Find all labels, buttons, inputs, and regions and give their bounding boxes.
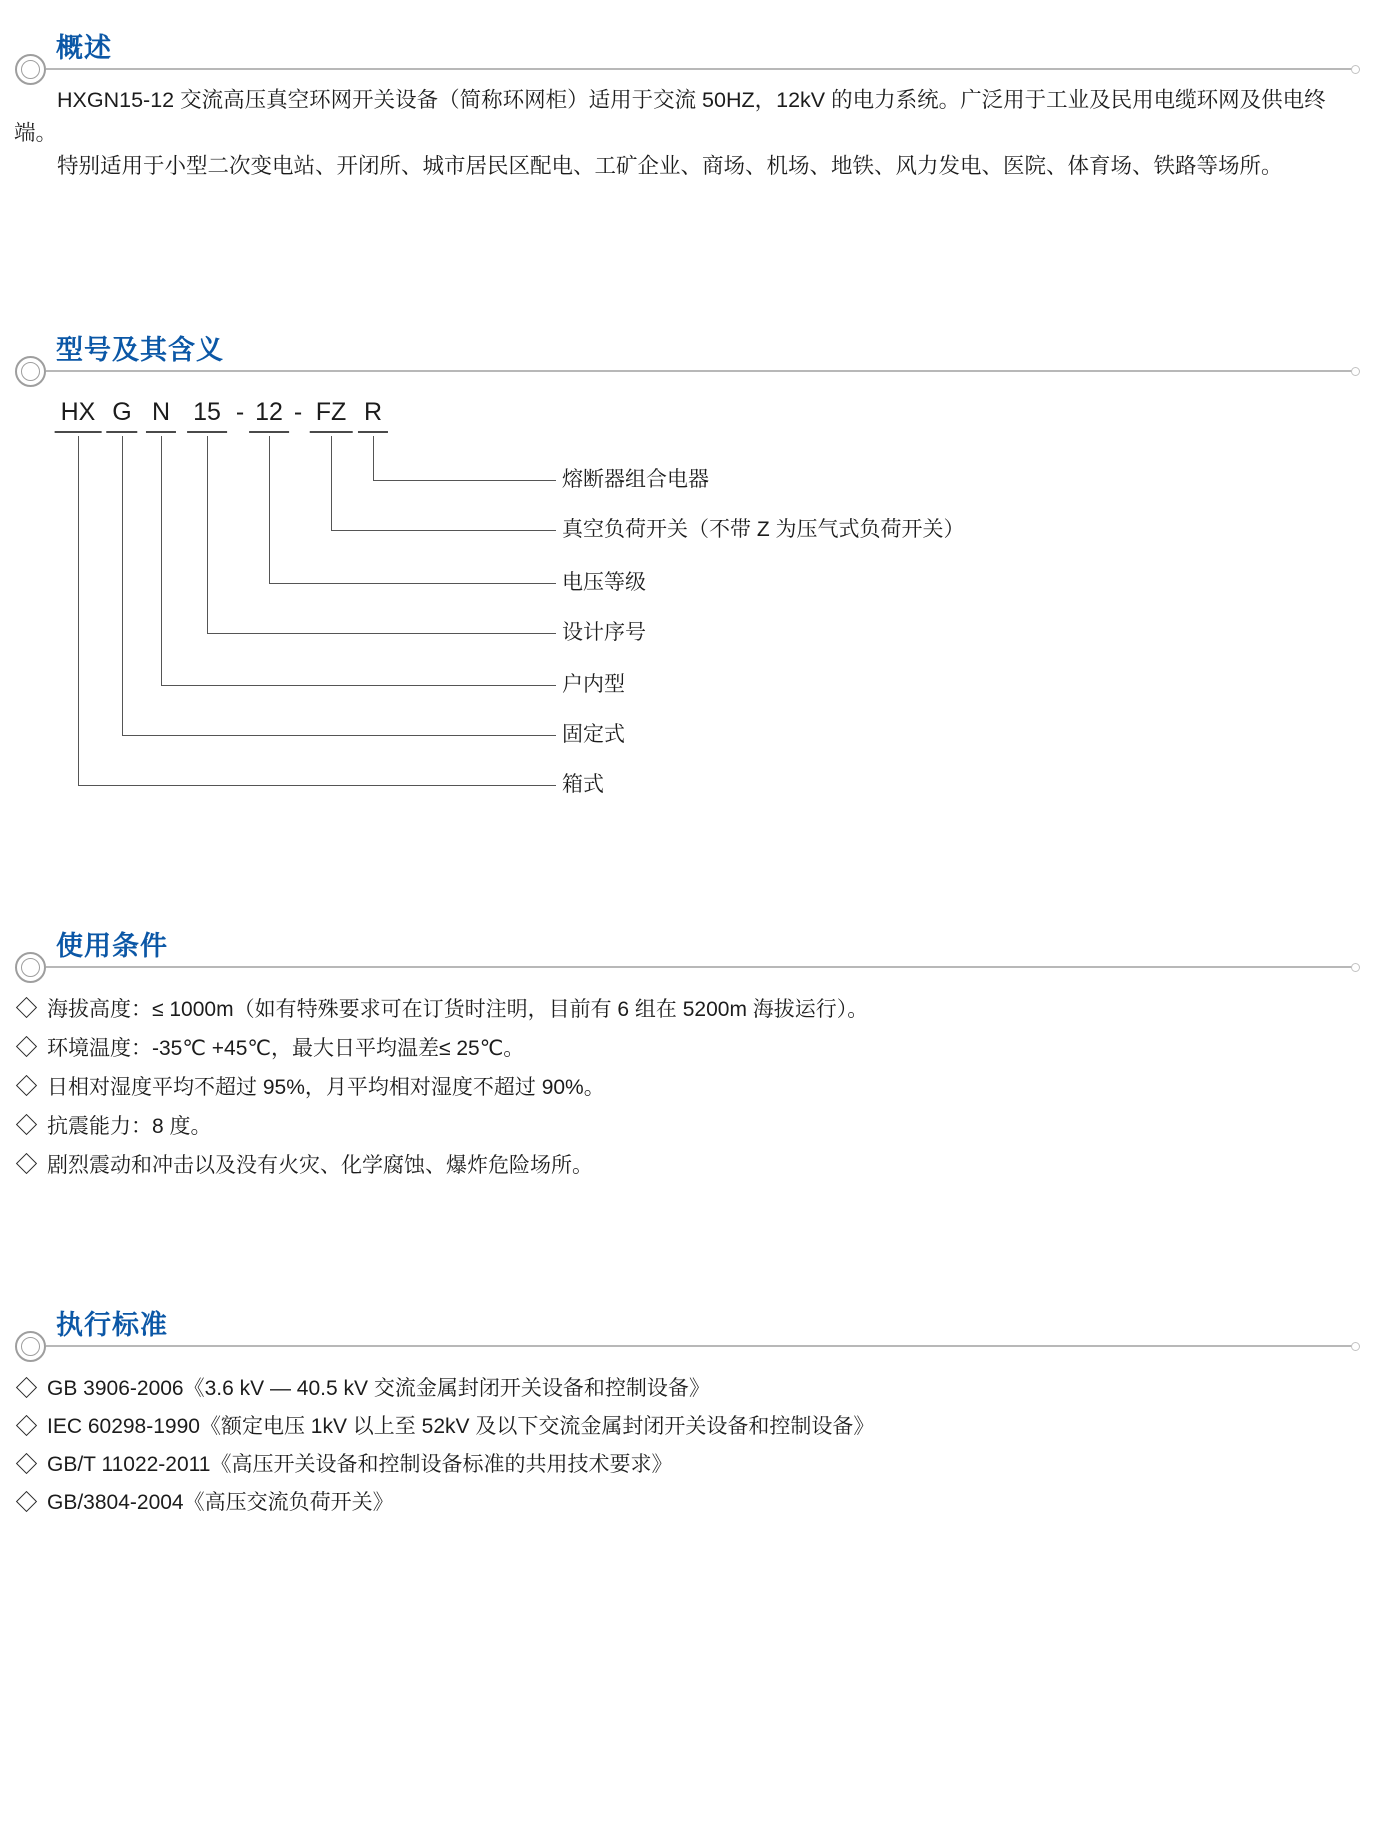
model-branch-label: 户内型	[562, 673, 625, 696]
model-token-dash: -	[235, 398, 245, 426]
list-item-text: 日相对湿度平均不超过 95%，月平均相对湿度不超过 90%。	[47, 1075, 605, 1099]
small-circle-icon	[1351, 963, 1360, 972]
list-item	[14, 1482, 1360, 1520]
list-item-text: GB 3906-2006《3.6 kV — 40.5 kV 交流金属封闭开关设备和控制设备》	[47, 1377, 710, 1400]
list-item	[14, 1368, 1360, 1406]
double-ring-circle-icon	[15, 1331, 46, 1362]
small-circle-icon	[1351, 65, 1360, 74]
diamond-bullet-icon	[16, 1114, 37, 1135]
section-title-model: 型号及其含义	[56, 335, 224, 365]
model-token: FZ	[310, 399, 353, 433]
model-branch-label: 固定式	[562, 723, 625, 746]
section-rule	[46, 370, 1357, 372]
model-token: G	[106, 399, 137, 433]
standards-list	[14, 1368, 1360, 1520]
list-item	[14, 1027, 1360, 1066]
section-title-standards: 执行标准	[56, 1310, 168, 1340]
diamond-bullet-icon	[16, 997, 37, 1018]
section-title-conditions: 使用条件	[56, 931, 168, 961]
list-item-text: 抗震能力：8 度。	[47, 1114, 212, 1138]
list-item-text: 海拔高度：≤ 1000m（如有特殊要求可在订货时注明，目前有 6 组在 5200m 海拔运行）。	[47, 997, 869, 1021]
double-ring-circle-icon	[15, 54, 46, 85]
section-rule	[46, 68, 1357, 70]
overview-body	[14, 84, 1360, 183]
diamond-bullet-icon	[16, 1414, 37, 1435]
model-branch-label: 箱式	[562, 773, 604, 796]
diamond-bullet-icon	[16, 1075, 37, 1096]
model-branch-line	[78, 436, 556, 786]
small-circle-icon	[1351, 367, 1360, 376]
list-item	[14, 1144, 1360, 1183]
section-header-model	[0, 326, 1373, 372]
diamond-bullet-icon	[16, 1036, 37, 1057]
diamond-bullet-icon	[16, 1452, 37, 1473]
model-token: 12	[249, 399, 289, 433]
list-item-text: 环境温度：-35℃ +45℃，最大日平均温差≤ 25℃。	[47, 1036, 525, 1060]
model-token: R	[358, 399, 388, 433]
list-item	[14, 1066, 1360, 1105]
conditions-list	[14, 988, 1360, 1183]
diamond-bullet-icon	[16, 1153, 37, 1174]
section-title-overview: 概述	[56, 33, 112, 63]
section-rule	[46, 966, 1357, 968]
double-ring-circle-icon	[15, 952, 46, 983]
list-item-text: GB/T 11022-2011《高压开关设备和控制设备标准的共用技术要求》	[47, 1453, 673, 1476]
list-item-text: GB/3804-2004《高压交流负荷开关》	[47, 1491, 394, 1514]
small-circle-icon	[1351, 1342, 1360, 1351]
section-header-overview	[0, 24, 1373, 70]
overview-paragraph: HXGN15-12 交流高压真空环网开关设备（简称环网柜）适用于交流 50HZ，12kV 的电力系统。广泛用于工业及民用电缆环网及供电终端。	[14, 88, 1326, 145]
model-branch-label: 熔断器组合电器	[562, 468, 709, 491]
diamond-bullet-icon	[16, 1376, 37, 1397]
overview-paragraph: 特别适用于小型二次变电站、开闭所、城市居民区配电、工矿企业、商场、机场、地铁、风力发电、医院、体育场、铁路等场所。	[57, 154, 1283, 178]
section-rule	[46, 1345, 1357, 1347]
model-branch-label: 真空负荷开关（不带 Z 为压气式负荷开关）	[562, 518, 965, 541]
diamond-bullet-icon	[16, 1490, 37, 1511]
list-item	[14, 1406, 1360, 1444]
double-ring-circle-icon	[15, 356, 46, 387]
list-item-text: 剧烈震动和冲击以及没有火灾、化学腐蚀、爆炸危险场所。	[47, 1153, 593, 1177]
list-item	[14, 988, 1360, 1027]
section-header-conditions	[0, 922, 1373, 968]
list-item	[14, 1105, 1360, 1144]
model-token: N	[146, 399, 176, 433]
model-token: 15	[187, 399, 227, 433]
section-header-standards	[0, 1301, 1373, 1347]
list-item-text: IEC 60298-1990《额定电压 1kV 以上至 52kV 及以下交流金属封闭开关设备和控制设备》	[47, 1415, 875, 1438]
model-branch-label: 设计序号	[562, 621, 646, 644]
list-item	[14, 1444, 1360, 1482]
model-token: HX	[55, 399, 102, 433]
model-branch-label: 电压等级	[562, 571, 646, 594]
model-token-dash: -	[293, 398, 303, 426]
